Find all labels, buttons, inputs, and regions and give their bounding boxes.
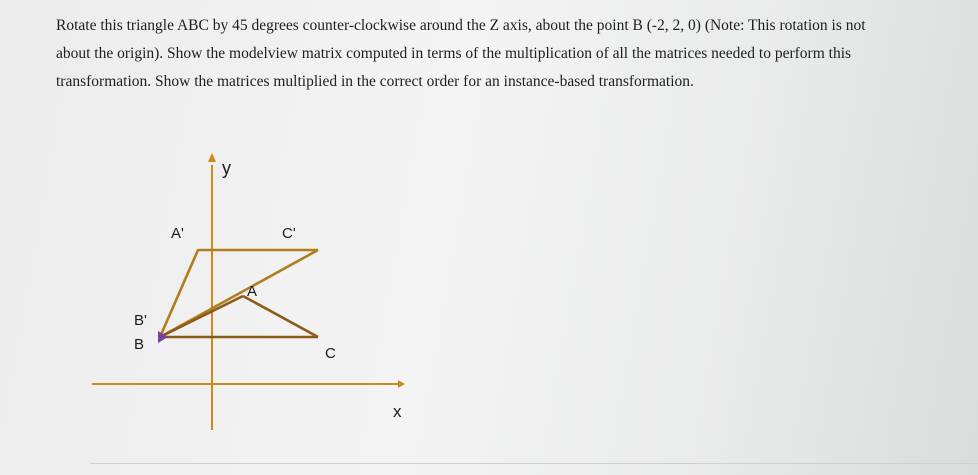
problem-statement: Rotate this triangle ABC by 45 degrees counter-clockwise around the Z axis, about the point B (-2, 2, 0) (Note: This rotation is not about the origin). Show the modelview matrix computed in terms of the multiplication of all the matrices needed to perform this transformation. Show the matrices multiplied in the correct order for an instance-based transformation.	[56, 17, 866, 90]
triangle-edge-ca	[243, 296, 318, 337]
label-b: B	[134, 336, 145, 353]
bottom-divider	[90, 463, 978, 464]
label-b-prime: B'	[134, 312, 147, 329]
triangle-edge-ab	[160, 296, 243, 337]
label-c: C	[325, 345, 336, 362]
label-a-prime: A'	[171, 225, 184, 242]
label-a: A	[247, 283, 258, 300]
y-axis-arrowhead	[208, 153, 216, 162]
label-c-prime: C'	[282, 225, 296, 242]
x-axis-label: x	[393, 402, 402, 421]
x-axis-arrowhead	[398, 380, 405, 388]
y-axis-label: y	[222, 158, 231, 178]
